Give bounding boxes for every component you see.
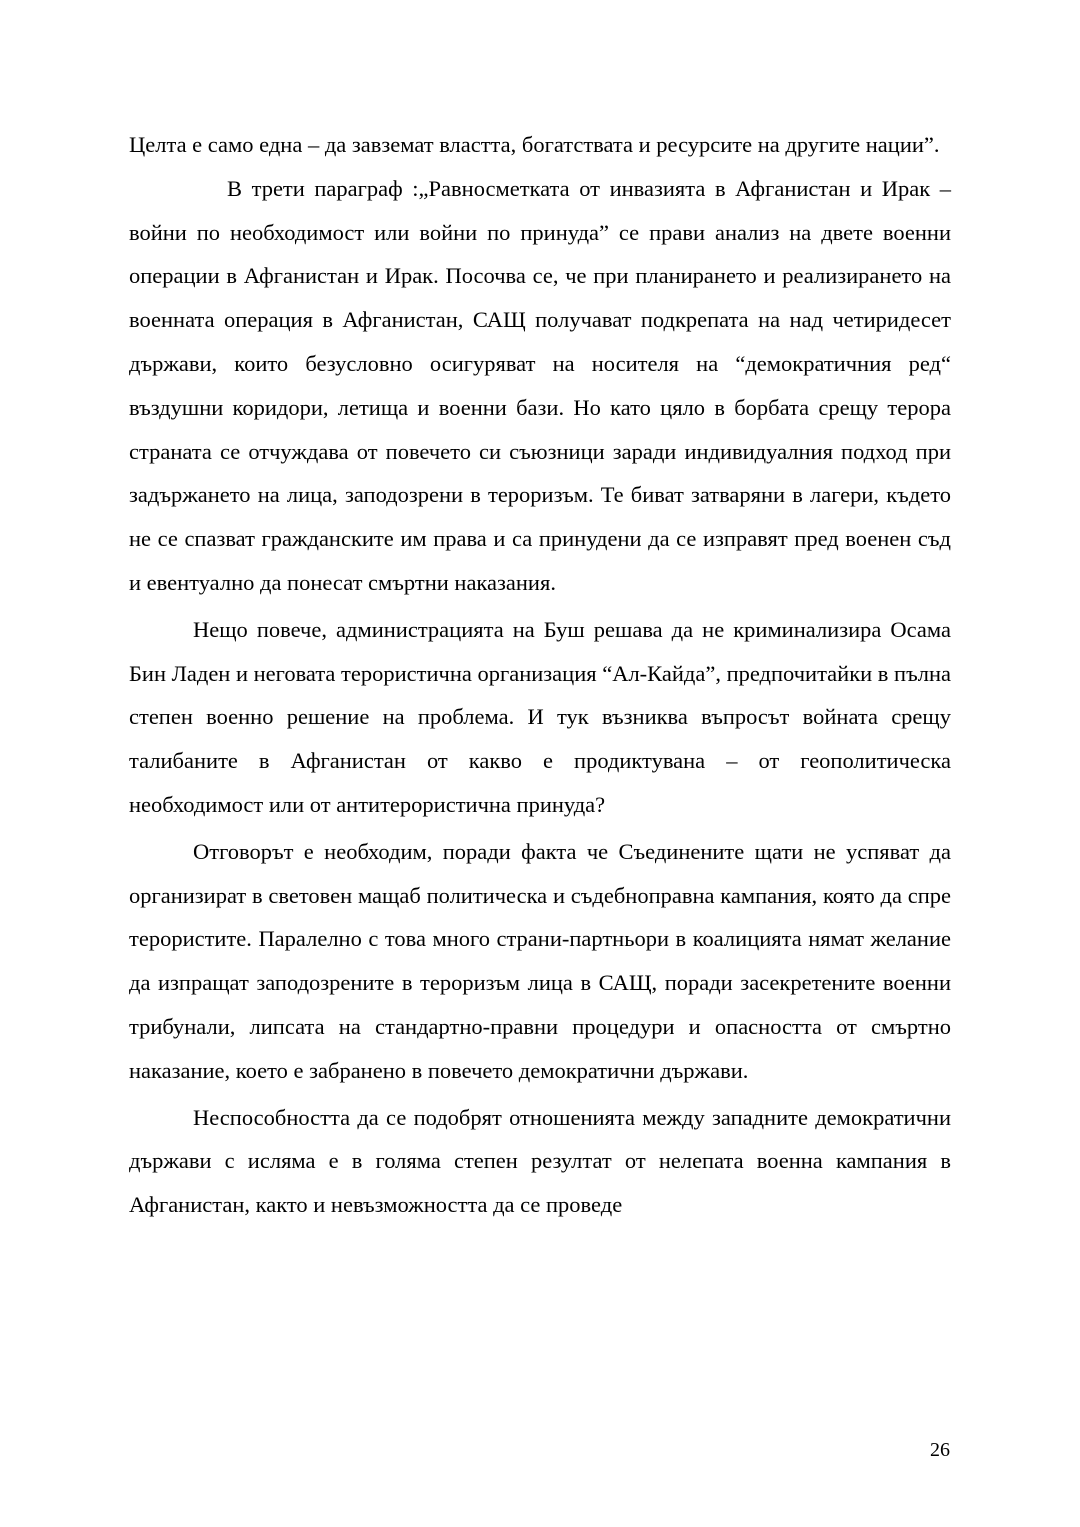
paragraph-bush-administration: Нещо повече, администрацията на Буш решава да не криминализира Осама Бин Ладен и неговата терористична организация “Ал-Кайда”, предпочитайки в пълна степен военно решение на проблема. И тук възниква въпросът войната срещу талибаните в Афганистан от какво е продиктувана – от геополитическа необходимост или от антитерористична принуда? (129, 616, 951, 817)
paragraph-continuation: Целта е само една – да завземат властта, богатствата и ресурсите на другите нации”. (129, 132, 940, 157)
paragraph-third-section: В трети параграф :„Равносметката от инвазията в Афганистан и Ирак – войни по необходимост или войни по принуда” се прави анализ на двете военни операции в Афганистан и Ирак. Посочва се, че при планирането и реализирането на военната операция в Афганистан, САЩ получават подкрепата на над четиридесет държави, които безусловно осигуряват на носителя на “демократичния ред“ въздушни коридори, летища и военни бази. Но като цяло в борбата срещу терора страната се отчуждава от повечето си съюзници заради индивидуалния подход при задържането на лица, заподозрени в тероризъм. Те биват затваряни в лагери, където не се спазват гражданските им права и са принудени да се изправят пред военен съд и евентуално да понесат смъртни наказания. (129, 175, 951, 595)
paragraph-answer: Отговорът е необходим, поради факта че Съединените щати не успяват да организират в световен мащаб политическа и съдебноправна кампания, която да спре терористите. Паралелно с това много страни-партньори в коалицията нямат желание да изпращат заподозрените в тероризъм лица в САЩ, поради засекретените военни трибунали, липсата на стандартно-правни процедури и опасността от смъртно наказание, което е забранено в повечето демократични държави. (129, 838, 951, 1083)
paragraph-inability: Неспособността да се подобрят отношенията между западните демократични държави с исляма е в голяма степен резултат от нелепата военна кампания в Афганистан, както и невъзможността да се проведе (129, 1104, 951, 1218)
page-number: 26 (930, 1439, 950, 1461)
body-text (129, 123, 951, 1227)
